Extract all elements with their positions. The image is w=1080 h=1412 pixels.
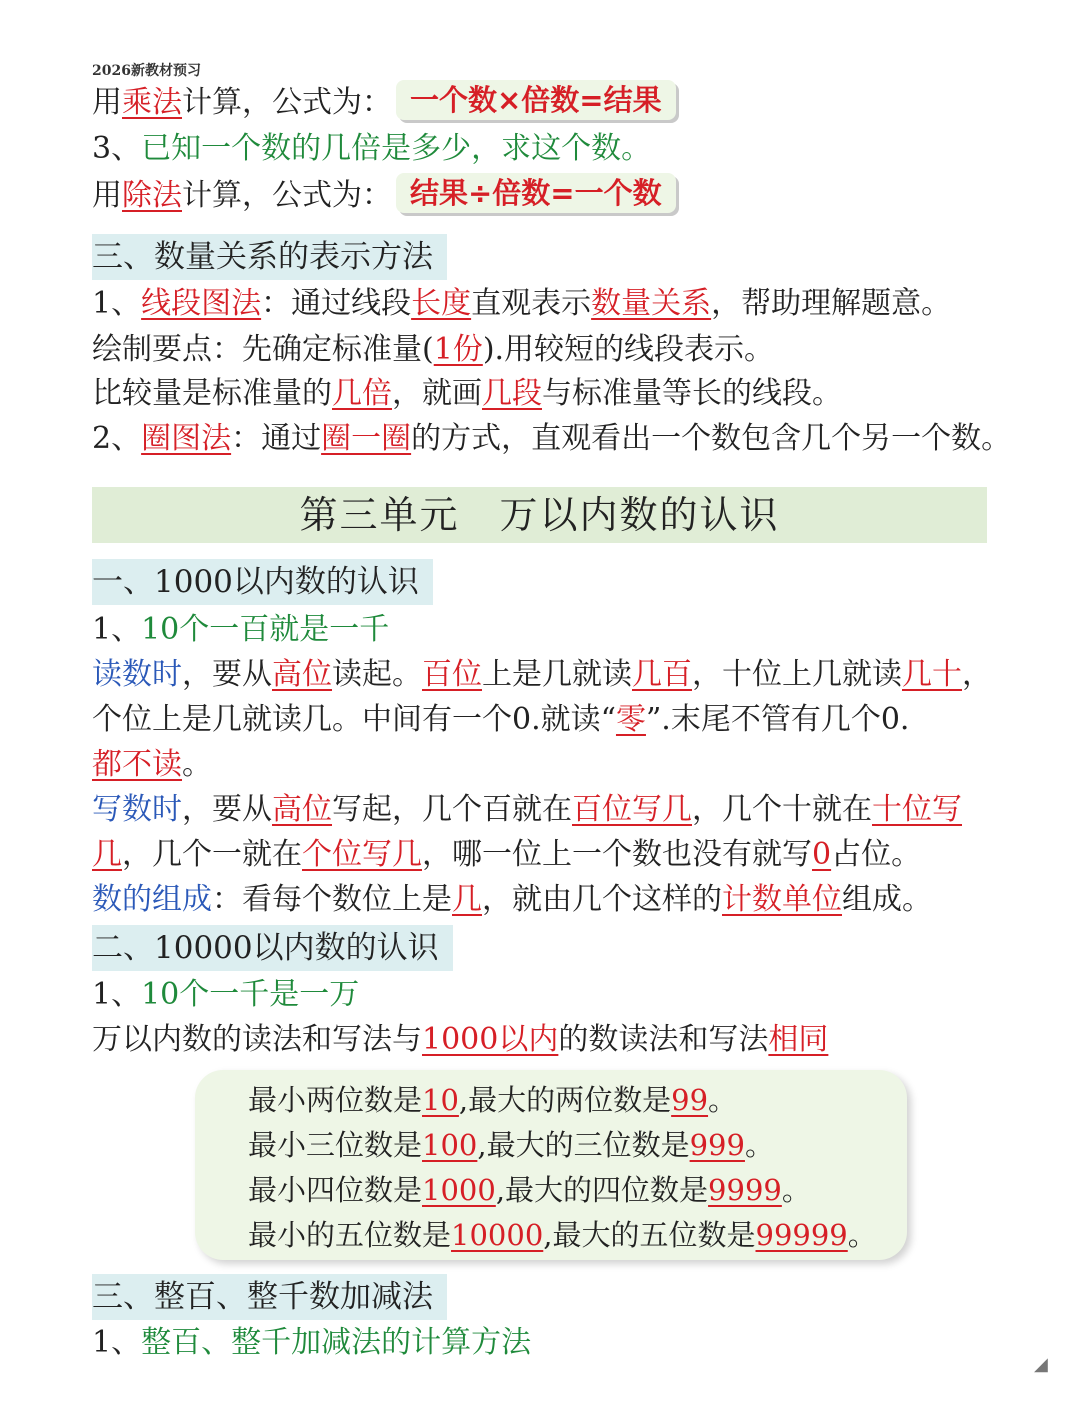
- reading-rule-2: 个位上是几就读几。中间有一个0.就读“零”.末尾不管有几个0.: [92, 702, 910, 737]
- formula-line-multiply: 用乘法计算，公式为： 一个数×倍数=结果: [92, 82, 676, 123]
- reading-writing-same: 万以内数的读法和写法与1000以内的数读法和写法相同: [92, 1022, 829, 1057]
- formula-line-divide: 用除法计算，公式为： 结果÷倍数=一个数: [92, 175, 676, 216]
- rule-1-thousand: 1、10个一百就是一千: [92, 612, 390, 647]
- min-max-line: 最小两位数是10,最大的两位数是99。: [248, 1083, 738, 1117]
- page-header: 2026新教材预习: [92, 63, 201, 79]
- rule-1-ten-thousand: 1、10个一千是一万: [92, 977, 360, 1012]
- section-heading-3: 三、数量关系的表示方法: [92, 234, 447, 280]
- composition-rule: 数的组成：看每个数位上是几，就由几个这样的计数单位组成。: [92, 882, 932, 917]
- circle-method: 2、圈图法：通过圈一圈的方式，直观看出一个数包含几个另一个数。: [92, 421, 1012, 456]
- writing-rule-2: 几，几个一就在个位写几，哪一位上一个数也没有就写0占位。: [92, 837, 922, 872]
- rule-3: 3、已知一个数的几倍是多少，求这个数。: [92, 131, 652, 166]
- formula-multiply: 一个数×倍数=结果: [396, 80, 676, 120]
- comparison-quantity: 比较量是标准量的几倍，就画几段与标准量等长的线段。: [92, 376, 842, 411]
- section-heading-1: 一、1000以内数的认识: [92, 559, 433, 605]
- drawing-points: 绘制要点：先确定标准量(1份).用较短的线段表示。: [92, 332, 775, 367]
- speaker-icon[interactable]: ◢: [1034, 1354, 1048, 1375]
- section-heading-2: 二、10000以内数的认识: [92, 925, 453, 971]
- writing-rule-1: 写数时，要从高位写起，几个百就在百位写几，几个十就在十位写: [92, 792, 962, 827]
- line-segment-method: 1、线段图法：通过线段长度直观表示数量关系，帮助理解题意。: [92, 286, 952, 321]
- min-max-line: 最小的五位数是10000,最大的五位数是99999。: [248, 1218, 877, 1252]
- reading-rule-3: 都不读。: [92, 747, 212, 782]
- reading-rule-1: 读数时，要从高位读起。百位上是几就读几百，十位上几就读几十，: [92, 657, 992, 692]
- rule-1-hundreds: 1、整百、整千加减法的计算方法: [92, 1325, 532, 1360]
- section-heading-4: 三、整百、整千数加减法: [92, 1274, 447, 1320]
- unit-title: 第三单元 万以内数的认识: [92, 487, 987, 543]
- min-max-line: 最小四位数是1000,最大的四位数是9999。: [248, 1173, 811, 1207]
- min-max-line: 最小三位数是100,最大的三位数是999。: [248, 1128, 774, 1162]
- formula-divide: 结果÷倍数=一个数: [396, 173, 676, 213]
